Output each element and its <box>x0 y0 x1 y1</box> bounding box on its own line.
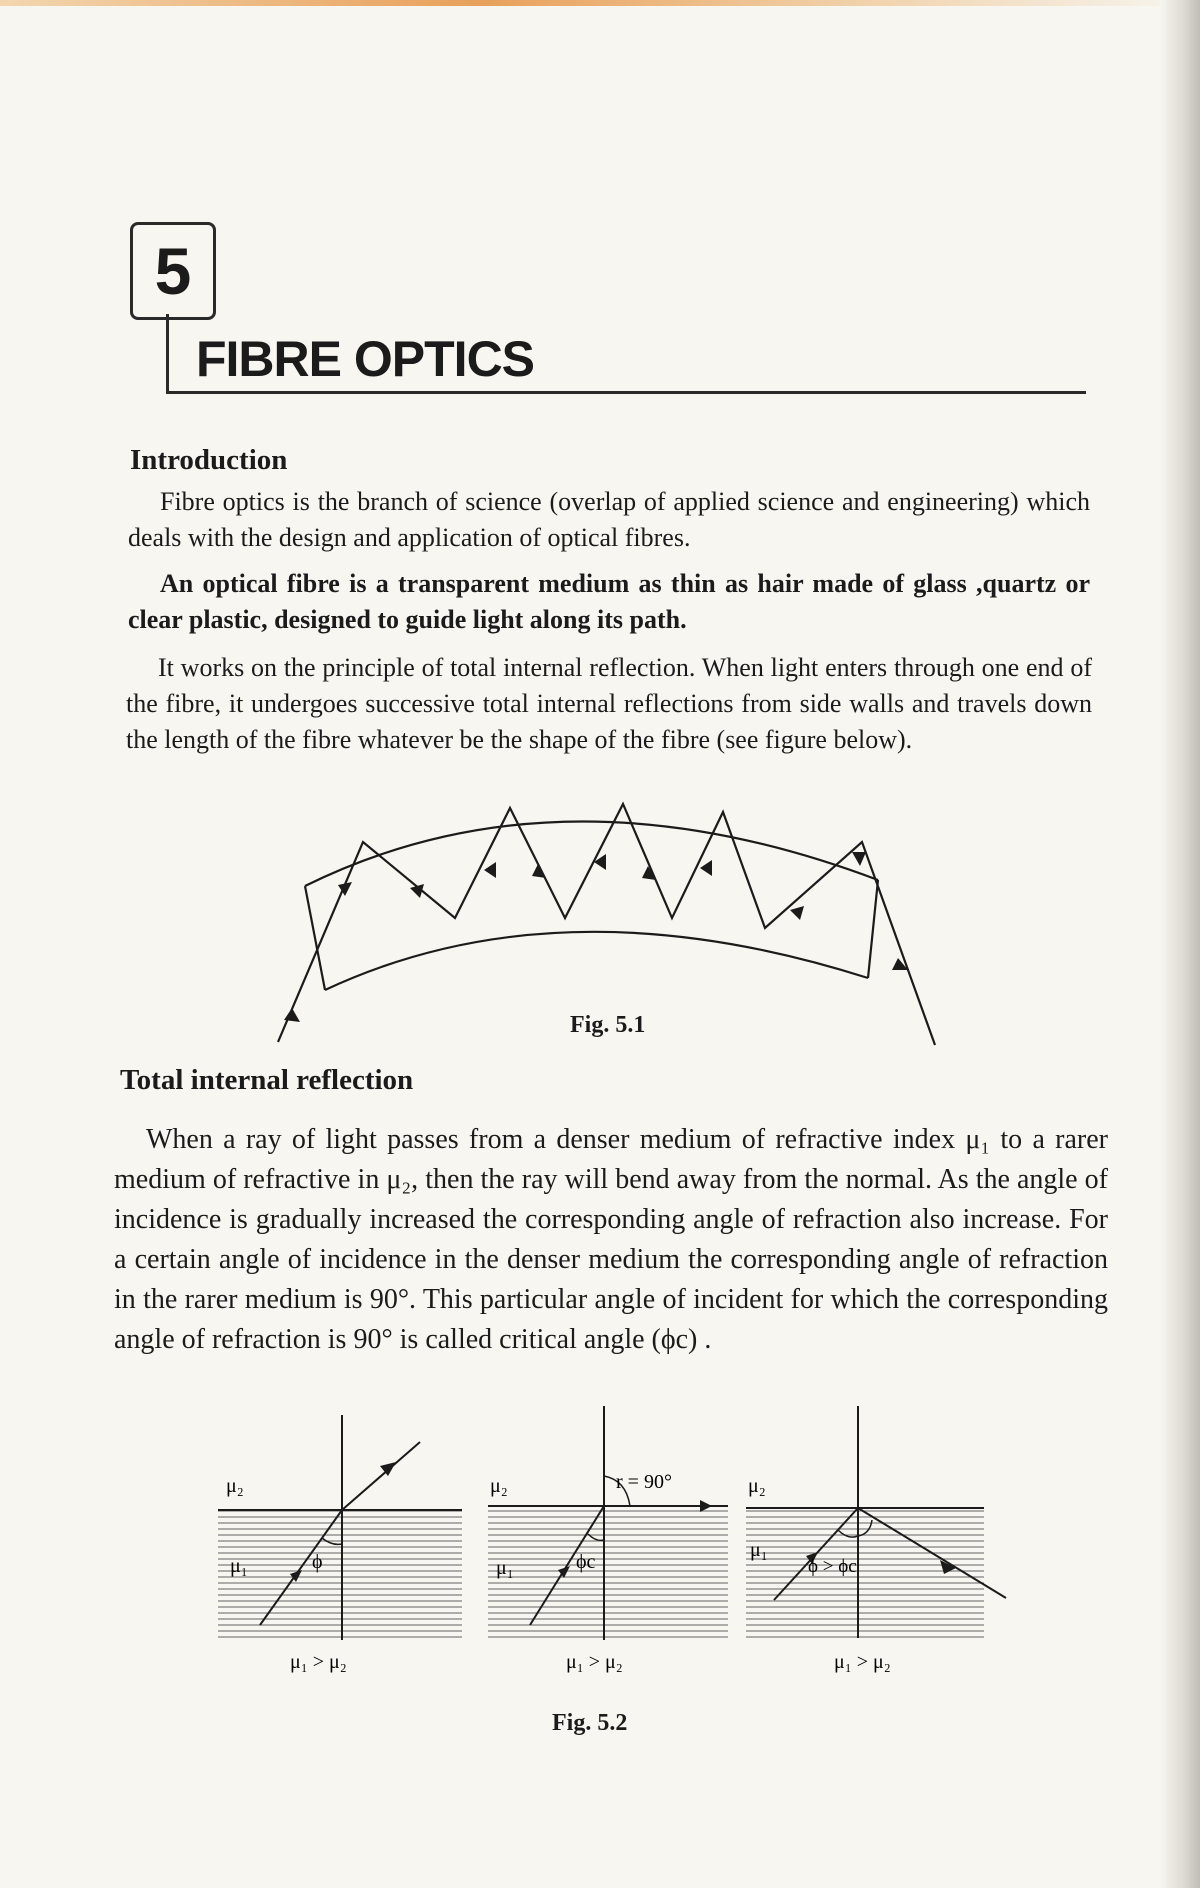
chapter-number: 5 <box>154 234 192 308</box>
tir-heading: Total internal reflection <box>120 1064 414 1096</box>
light-ray-path <box>278 804 935 1045</box>
ray-arrow-10 <box>852 852 866 866</box>
chapter-number-box <box>130 222 216 320</box>
refraction-angle-label-2: r = 90° <box>616 1471 672 1493</box>
denser-medium-1 <box>218 1510 462 1640</box>
relation-label-2: μ₁ > μ₂ <box>566 1651 623 1673</box>
refraction-panel-1 <box>218 1415 462 1673</box>
angle-label-2: ϕc <box>576 1551 596 1573</box>
angle-label-3: ϕ > ϕc <box>808 1556 857 1577</box>
denser-medium-2 <box>488 1506 728 1640</box>
page-top-edge <box>0 0 1200 6</box>
mu-bottom-label-2: μ₁ <box>496 1557 514 1579</box>
mu-top-label-3: μ₂ <box>748 1475 766 1497</box>
fibre-outer-wall <box>305 821 878 886</box>
mu-top-label-2: μ₂ <box>490 1475 508 1497</box>
ray-arrow-9 <box>790 906 804 920</box>
tir-paragraph: When a ray of light passes from a denser medium of refractive index μ₁ to a rarer medium of refractive in μ₂, then the ray will bend away from the normal. As the angle of incidence is gradually increased the corresponding angle of refraction also increase. For a certain angle of incidence in the denser medium the corresponding angle of refraction in the rarer medium is 90°. This particular angle of incident for which the corresponding angle of refraction is 90° is called critical angle (ϕc) . <box>114 1124 1108 1355</box>
ray-arrowheads <box>284 852 908 1022</box>
refraction-panel-2 <box>488 1406 728 1673</box>
introduction-heading: Introduction <box>130 444 288 476</box>
mu-top-label-1: μ₂ <box>226 1475 244 1497</box>
fibre-exit-end <box>868 880 878 978</box>
ray-arrow-5 <box>532 864 546 878</box>
mu-bottom-label-3: μ₁ <box>750 1539 768 1561</box>
chapter-title: FIBRE OPTICS <box>196 331 535 387</box>
fig-5-2-caption: Fig. 5.2 <box>552 1710 628 1736</box>
introduction-paragraph-3: It works on the principle of total internal reflection. When light enters through one end of the fibre, it undergoes successive total internal reflections from side walls and travels down the length of the fibre whatever be the shape of the fibre (see figure below). <box>126 653 1092 754</box>
relation-label-3: μ₁ > μ₂ <box>834 1651 891 1673</box>
angle-label-1: ϕ <box>312 1551 323 1573</box>
tir-diagram <box>0 1400 1200 1690</box>
chapter-rule-vertical <box>166 314 169 394</box>
refraction-panel-3 <box>746 1406 1006 1673</box>
chapter-rule-horizontal <box>166 391 1086 394</box>
fig-5-1-caption: Fig. 5.1 <box>570 1012 646 1038</box>
ray-arrow-8 <box>700 860 712 876</box>
ray-arrow-1 <box>284 1008 300 1022</box>
ray-arrow-7 <box>642 866 656 880</box>
refracted-ray-1 <box>342 1442 420 1510</box>
ray-arrow-4 <box>484 862 496 878</box>
introduction-paragraph-2: An optical fibre is a transparent medium as thin as hair made of glass ,quartz or clear plastic, designed to guide light along its path. <box>128 569 1090 634</box>
mu-bottom-label-1: μ₁ <box>230 1555 248 1577</box>
fibre-diagram <box>0 790 1200 1050</box>
fibre-inner-wall <box>325 932 868 990</box>
introduction-paragraph-1: Fibre optics is the branch of science (overlap of applied science and engineering) which deals with the design and application of optical fibres. <box>128 487 1090 552</box>
ray-arrow-3 <box>410 884 424 898</box>
relation-label-1: μ₁ > μ₂ <box>290 1651 347 1673</box>
denser-medium-3 <box>746 1508 984 1638</box>
